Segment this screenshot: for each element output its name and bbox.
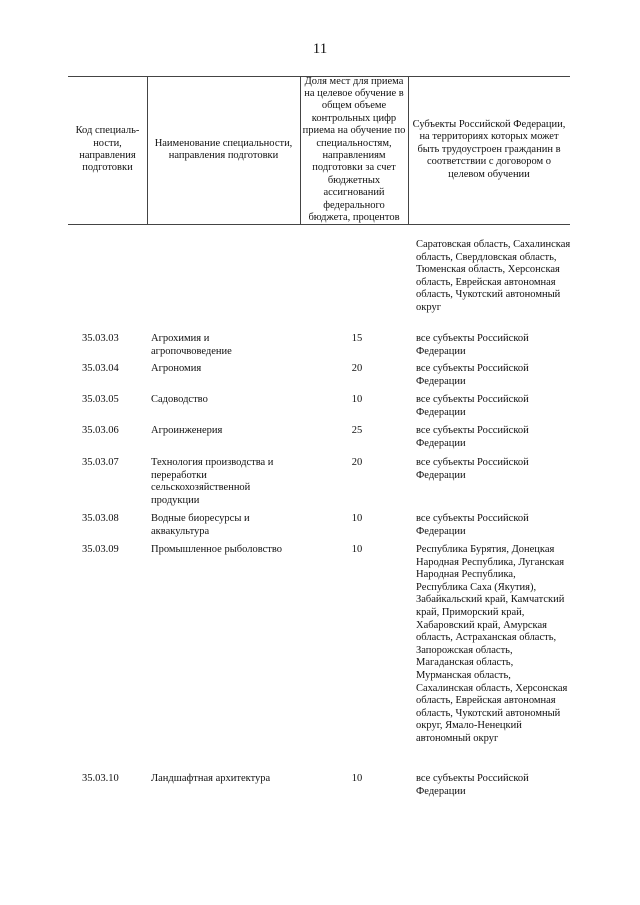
header-share xyxy=(300,76,408,224)
row-name: Агроинженерия xyxy=(151,425,223,436)
row-regions: все субъекты Российской Федерации xyxy=(416,333,529,357)
row-regions: все субъекты Российской Федерации xyxy=(416,773,529,797)
row-regions: все субъекты Российской Федерации xyxy=(416,457,529,481)
row-regions: все субъекты Российской Федерации xyxy=(416,513,529,537)
row-share: 20 xyxy=(351,457,363,468)
row-regions: все субъекты Российской Федерации xyxy=(416,394,529,418)
row-code: 35.03.03 xyxy=(82,333,119,344)
header-share-text: Доля мест для приема на целевое обучение в общем объеме контрольных цифр приема на обучение по специальностям, направлениям подготовки за счет бюджетных ассигнований федерального бюджета, процентов xyxy=(302,75,406,224)
row-share: 10 xyxy=(351,773,363,784)
row-name: Промышленное рыболовство xyxy=(151,544,282,555)
row-name: Водные биоресурсы и аквакультура xyxy=(151,513,250,537)
row-name: Садоводство xyxy=(151,394,208,405)
row-name: Агрохимия и агропочвоведение xyxy=(151,333,232,357)
header-code-text: Код специаль-ности, направления подготовки xyxy=(75,125,140,174)
header-regions-text: Субъекты Российской Федерации, на территориях которых может быть трудоустроен гражданин в соответствии с договором о целевом обучении xyxy=(412,118,566,180)
row-share: 15 xyxy=(351,333,363,344)
row-code: 35.03.06 xyxy=(82,425,119,436)
row-code: 35.03.07 xyxy=(82,457,119,468)
row-code: 35.03.05 xyxy=(82,394,119,405)
row-code: 35.03.10 xyxy=(82,773,119,784)
row-share: 10 xyxy=(351,394,363,405)
continuation-regions: Саратовская область, Сахалинская область, Свердловская область, Тюменская область, Херсонская область, Еврейская автономная область, Чукотский автономный округ xyxy=(416,239,571,313)
row-name: Ландшафтная архитектура xyxy=(151,773,271,784)
header-name xyxy=(147,76,300,224)
row-share: 10 xyxy=(351,513,363,524)
row-name: Технология производства и переработки сельскохозяйственной продукции xyxy=(151,457,274,506)
row-code: 35.03.09 xyxy=(82,544,119,555)
row-share: 25 xyxy=(351,425,363,436)
row-code: 35.03.08 xyxy=(82,513,119,524)
row-share: 20 xyxy=(351,363,363,374)
row-code: 35.03.04 xyxy=(82,363,119,374)
row-regions: все субъекты Российской Федерации xyxy=(416,363,529,387)
page-number: 11 xyxy=(312,41,328,57)
header-code xyxy=(68,76,147,224)
row-name: Агрономия xyxy=(151,363,202,374)
header-name-text: Наименование специальности, направления подготовки xyxy=(154,137,293,161)
row-share: 10 xyxy=(351,544,363,555)
row-regions: все субъекты Российской Федерации xyxy=(416,425,529,449)
row-regions: Республика Бурятия, Донецкая Народная Республика, Луганская Народная Республика, Республика Саха (Якутия), Забайкальский край, Камчатский край, Приморский край, Хабаровский край, Амурская область, Астраханская область, Запорожская область, Магаданская область, Мурманская область, Сахалинская область, Херсонская область, Еврейская автономная область, Чукотский автономный округ, Ямало-Ненецкий автономный округ xyxy=(416,544,568,744)
header-regions xyxy=(408,76,570,224)
